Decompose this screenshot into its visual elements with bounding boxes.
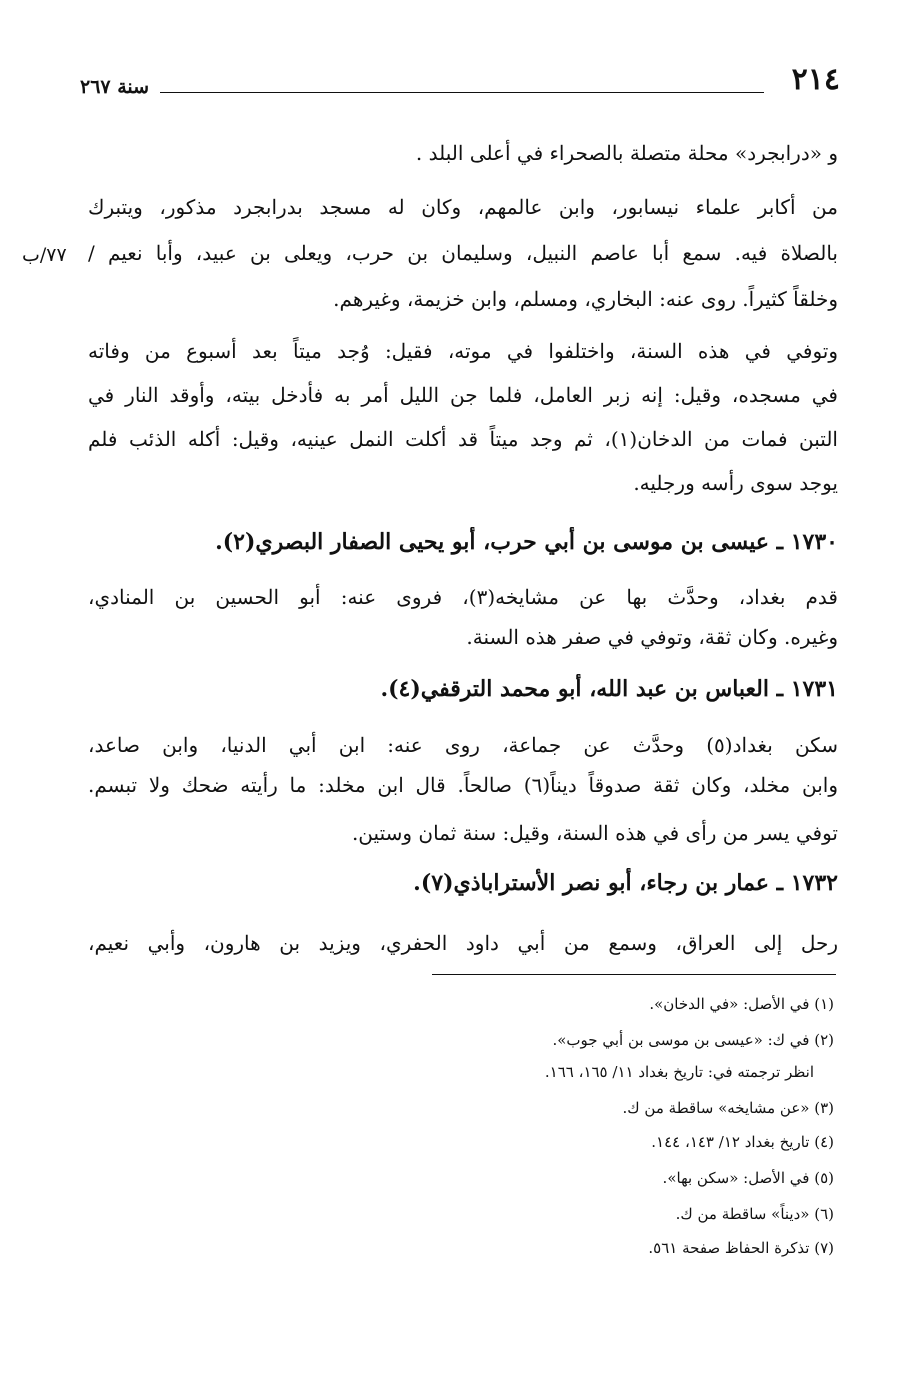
text-line: و «درابجرد» محلة متصلة بالصحراء في أعلى البلد . <box>415 141 838 165</box>
entry-heading: ١٧٣٢ ـ عمار بن رجاء، أبو نصر الأستراباذي(٧). <box>413 870 838 896</box>
text-line: التبن فمات من الدخان(١)، ثم وجد ميتاً قد أكلت النمل عينيه، وقيل: أكله الذئب فلم <box>88 427 838 451</box>
text-line: وتوفي في هذه السنة، واختلفوا في موته، فقيل: وُجد ميتاً بعد أسبوع من وفاته <box>88 339 838 363</box>
footnote: (٤) تاريخ بغداد ١٢/ ١٤٣، ١٤٤. <box>651 1133 834 1151</box>
footnote: (٥) في الأصل: «سكن بها». <box>662 1169 834 1187</box>
footnote: (٢) في ك: «عيسى بن موسى بن أبي جوب». <box>552 1031 834 1049</box>
entry-heading: ١٧٣١ ـ العباس بن عبد الله، أبو محمد الترقفي(٤). <box>380 676 838 702</box>
footnote: (٦) «ديناً» ساقطة من ك. <box>675 1205 834 1223</box>
footnote-rule <box>432 974 836 975</box>
footnote: (١) في الأصل: «في الدخان». <box>649 995 834 1013</box>
header-rule <box>160 92 764 93</box>
footnote: انظر ترجمته في: تاريخ بغداد ١١/ ١٦٥، ١٦٦. <box>544 1063 814 1081</box>
margin-folio-note: ٧٧/ب <box>22 244 67 266</box>
text-line: يوجد سوى رأسه ورجليه. <box>633 471 838 495</box>
running-head-year: سنة ٢٦٧ <box>80 76 150 98</box>
text-line: في مسجده، وقيل: إنه زبر العامل، فلما جن الليل أمر به فأدخل بيته، وأوقد النار في <box>88 383 838 407</box>
page-number: ٢١٤ <box>791 62 840 97</box>
text-line: وابن مخلد، وكان ثقة صدوقاً ديناً(٦) صالحاً. قال ابن مخلد: ما رأيته ضحك ولا تبسم. <box>88 773 838 797</box>
text-line: بالصلاة فيه. سمع أبا عاصم النبيل، وسليمان بن حرب، ويعلى بن عبيد، وأبا نعيم / <box>88 241 838 265</box>
entry-heading: ١٧٣٠ ـ عيسى بن موسى بن أبي حرب، أبو يحيى الصفار البصري(٢). <box>215 529 838 555</box>
text-line: رحل إلى العراق، وسمع من أبي داود الحفري، ويزيد بن هارون، وأبي نعيم، <box>88 931 838 955</box>
footnote: (٧) تذكرة الحفاظ صفحة ٥٦١. <box>648 1239 834 1257</box>
text-line: وخلقاً كثيراً. روى عنه: البخاري، ومسلم، وابن خزيمة، وغيرهم. <box>333 287 838 311</box>
page-header <box>80 62 840 108</box>
text-line: وغيره. وكان ثقة، وتوفي في صفر هذه السنة. <box>466 625 838 649</box>
text-line: قدم بغداد، وحدَّث بها عن مشايخه(٣)، فروى عنه: أبو الحسين بن المنادي، <box>88 585 838 609</box>
footnote: (٣) «عن مشايخه» ساقطة من ك. <box>622 1099 834 1117</box>
text-line: من أكابر علماء نيسابور، وابن عالمهم، وكان له مسجد بدرابجرد مذكور، ويتبرك <box>88 195 838 219</box>
text-line: توفي يسر من رأى في هذه السنة، وقيل: سنة ثمان وستين. <box>351 821 838 845</box>
text-line: سكن بغداد(٥) وحدَّث عن جماعة، روى عنه: ابن أبي الدنيا، وابن صاعد، <box>88 733 838 757</box>
